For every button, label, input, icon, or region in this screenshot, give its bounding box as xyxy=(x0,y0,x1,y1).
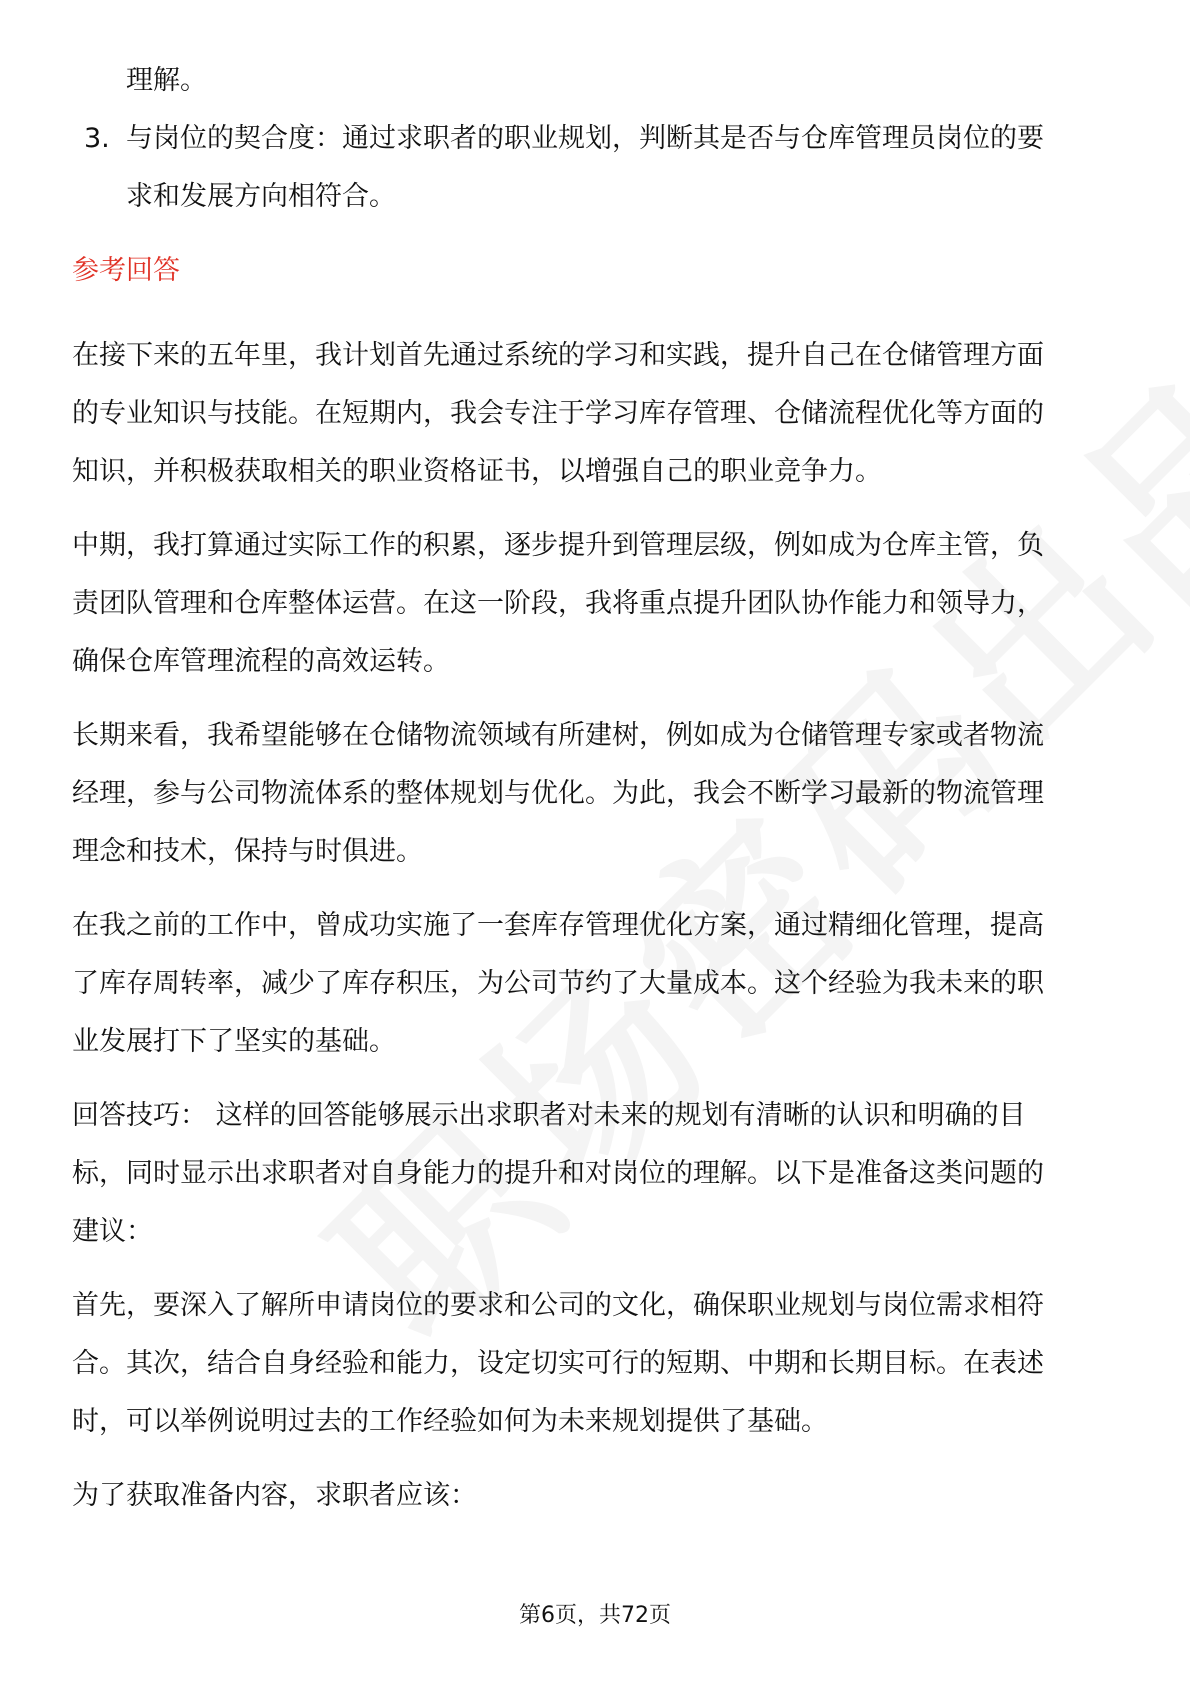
paragraph-line: 确保仓库管理流程的高效运转。 xyxy=(72,646,450,677)
paragraph-line: 中期，我打算通过实际工作的积累，逐步提升到管理层级，例如成为仓库主管，负 xyxy=(72,530,1044,561)
paragraph-line: 的专业知识与技能。在短期内，我会专注于学习库存管理、仓储流程优化等方面的 xyxy=(72,398,1044,429)
section-heading: 参考回答 xyxy=(72,255,180,286)
paragraph-1 xyxy=(72,327,1122,501)
paragraph-2 xyxy=(72,517,1122,691)
paragraph-6 xyxy=(72,1277,1122,1451)
paragraph-line: 理念和技术，保持与时俱进。 xyxy=(72,836,423,867)
paragraph-7 xyxy=(72,1467,1122,1525)
paragraph-line: 在接下来的五年里，我计划首先通过系统的学习和实践，提升自己在仓储管理方面 xyxy=(72,340,1044,371)
paragraph-4 xyxy=(72,897,1122,1071)
paragraph-line: 长期来看，我希望能够在仓储物流领域有所建树，例如成为仓储管理专家或者物流 xyxy=(72,720,1044,751)
paragraph-line: 了库存周转率，减少了库存积压，为公司节约了大量成本。这个经验为我未来的职 xyxy=(72,968,1044,999)
list-item-continuation: 理解。 xyxy=(126,65,207,96)
list-item-line: 求和发展方向相符合。 xyxy=(126,181,396,212)
paragraph-line: 合。其次，结合自身经验和能力，设定切实可行的短期、中期和长期目标。在表述 xyxy=(72,1348,1044,1379)
paragraph-line: 知识，并积极获取相关的职业资格证书，以增强自己的职业竞争力。 xyxy=(72,456,882,487)
paragraph-3 xyxy=(72,707,1122,881)
paragraph-line: 建议： xyxy=(72,1216,153,1247)
list-item-body xyxy=(126,110,1122,226)
list-item-number: 3. xyxy=(84,123,110,154)
paragraph-line: 时，可以举例说明过去的工作经验如何为未来规划提供了基础。 xyxy=(72,1406,828,1437)
paragraph-line: 为了获取准备内容，求职者应该： xyxy=(72,1480,477,1511)
paragraph-line: 首先，要深入了解所申请岗位的要求和公司的文化，确保职业规划与岗位需求相符 xyxy=(72,1290,1044,1321)
page-number-footer: 第6页，共72页 xyxy=(519,1603,671,1628)
paragraph-line: 回答技巧： 这样的回答能够展示出求职者对未来的规划有清晰的认识和明确的目 xyxy=(72,1100,1026,1131)
paragraph-line: 在我之前的工作中，曾成功实施了一套库存管理优化方案，通过精细化管理，提高 xyxy=(72,910,1044,941)
paragraph-line: 经理，参与公司物流体系的整体规划与优化。为此，我会不断学习最新的物流管理 xyxy=(72,778,1044,809)
list-item-line: 与岗位的契合度：通过求职者的职业规划，判断其是否与仓库管理员岗位的要 xyxy=(126,123,1044,154)
paragraph-line: 责团队管理和仓库整体运营。在这一阶段，我将重点提升团队协作能力和领导力， xyxy=(72,588,1044,619)
list-item-3 xyxy=(72,110,1122,226)
paragraph-5 xyxy=(72,1087,1122,1261)
paragraph-line: 业发展打下了坚实的基础。 xyxy=(72,1026,396,1057)
page-content xyxy=(72,52,1122,1525)
paragraph-line: 标，同时显示出求职者对自身能力的提升和对岗位的理解。以下是准备这类问题的 xyxy=(72,1158,1044,1189)
